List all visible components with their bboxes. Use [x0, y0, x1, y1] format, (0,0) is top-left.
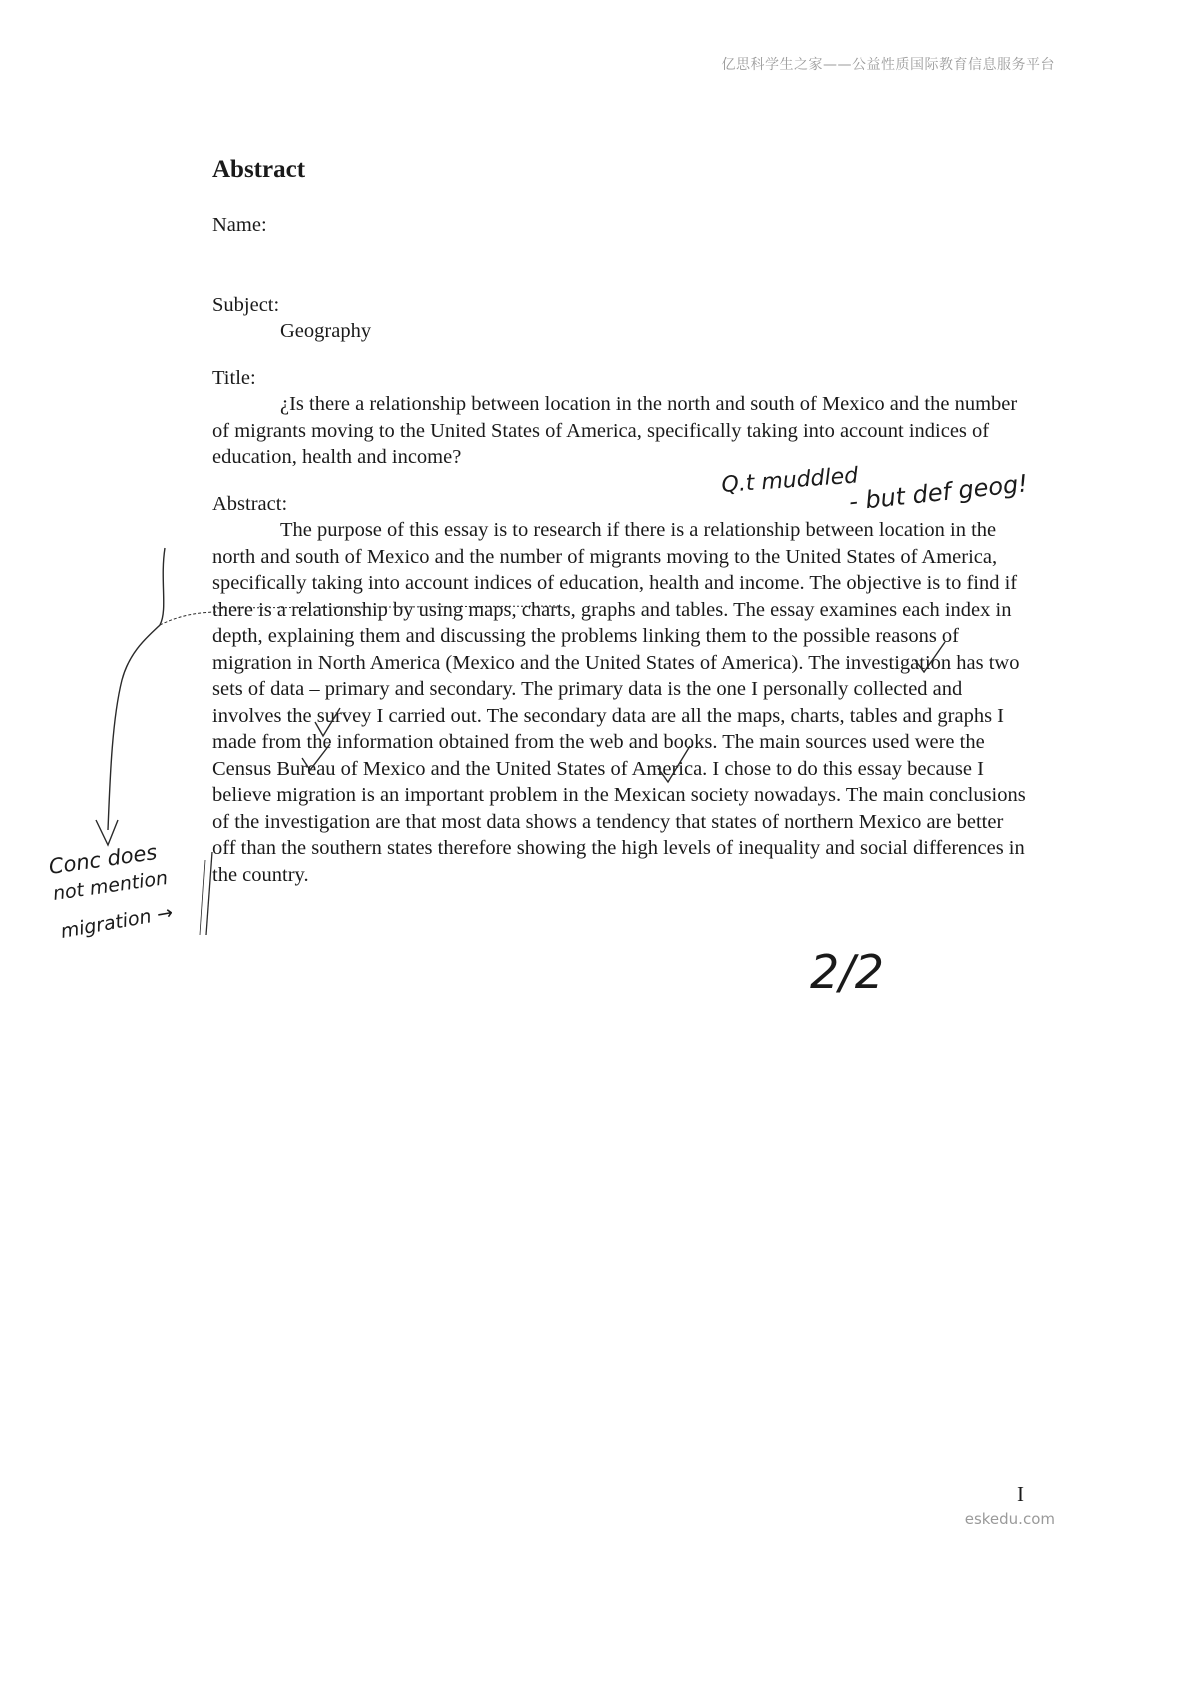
page-number: I [1017, 1482, 1024, 1506]
note-margin-line2: not mention [51, 867, 170, 905]
conclusion-marker-2 [200, 860, 205, 935]
subject-label: Subject: [212, 293, 280, 316]
note-top-right-line1: Q.t muddled [720, 463, 859, 498]
subject-value: Geography [280, 320, 372, 342]
note-top-right-line2: - but def geog! [847, 469, 1030, 516]
document-content [212, 155, 1032, 888]
abstract-label: Abstract: [212, 492, 288, 515]
title-text: ¿Is there a relationship between location in the north and south of Mexico and the number of migrants moving to the United States of America, specifically taking into account indices of education, health and income? [212, 393, 1018, 468]
score-mark: 2/2 [810, 945, 885, 999]
margin-arrow-head [96, 820, 118, 845]
note-margin-line3: migration → [59, 901, 175, 943]
title-label: Title: [212, 366, 256, 389]
footer-site: eskedu.com [964, 1510, 1055, 1528]
margin-connector [160, 612, 218, 625]
document-heading: Abstract [212, 156, 306, 183]
header-banner: 亿思科学生之家——公益性质国际教育信息服务平台 [721, 57, 1055, 73]
margin-bracket [108, 548, 165, 830]
note-margin-line1: Conc does [47, 840, 159, 879]
name-label: Name: [212, 214, 267, 236]
abstract-body: The purpose of this essay is to research if there is a relationship between location in the north and south of Mexico and the number of migrants moving to the United States of America, specifically taking into account indices of education, health and income. The objective is to find if there is a relationship by using maps, charts, graphs and tables. The essay examines each index in depth, explaining them and discussing the problems linking them to the possible reasons of migration in North America (Mexico and the United States of America). The investigation has two sets of data – primary and secondary. The primary data is the one I personally collected and involves the survey I carried out. The secondary data are all the maps, charts, tables and graphs I made from the information obtained from the web and books. The main sources used were the Census Bureau of Mexico and the United States of America. I chose to do this essay because I believe migration is an important problem in the Mexican society nowadays. The main conclusions of the investigation are that most data shows a tendency that states of northern Mexico are better off than the southern states therefore showing the high levels of inequality and social differences in the country. [212, 519, 1026, 886]
